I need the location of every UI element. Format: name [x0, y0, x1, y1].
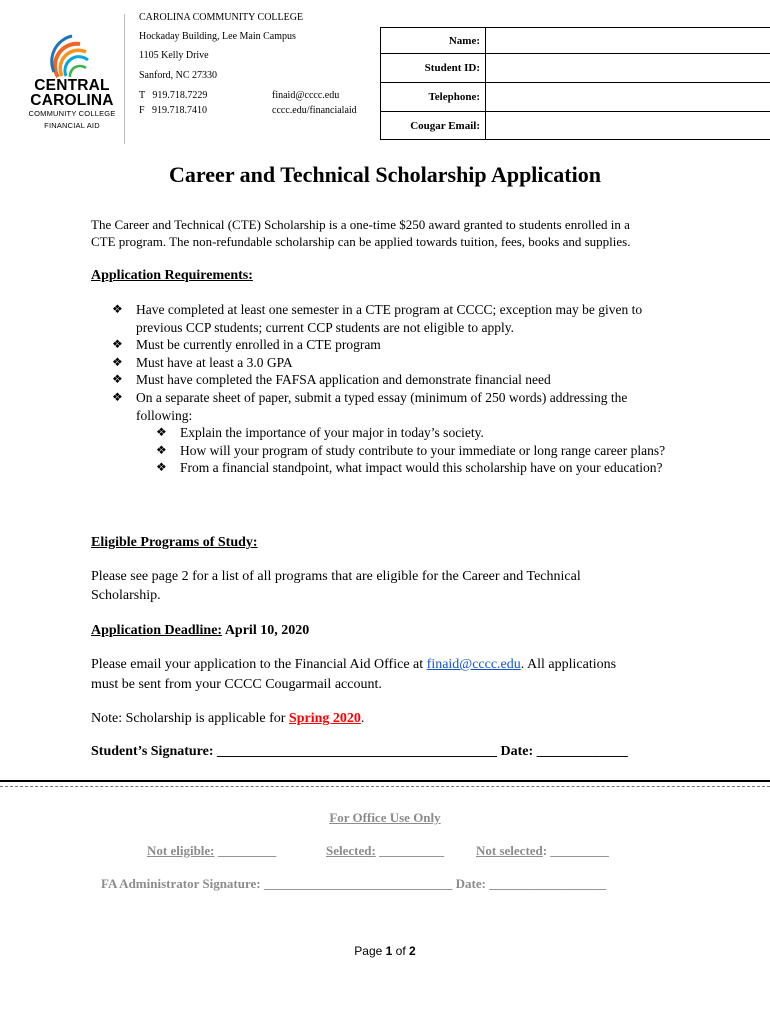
- logo-arc-green: [70, 66, 86, 77]
- header-website: cccc.edu/financialaid: [272, 105, 357, 116]
- diamond-bullet-icon: ❖: [112, 337, 123, 352]
- admin-signature-line[interactable]: _____________________________: [263, 876, 453, 891]
- finaid-email-link[interactable]: finaid@cccc.edu: [426, 657, 521, 672]
- diamond-bullet-icon: ❖: [112, 302, 123, 316]
- list-item: ❖ Must be currently enrolled in a CTE program: [112, 337, 381, 353]
- requirements-list: [112, 301, 672, 477]
- requirements-heading: Application Requirements:: [91, 268, 253, 283]
- list-item: ❖ Explain the importance of your major in today’s society.: [156, 425, 484, 441]
- deadline-date: April 10, 2020: [224, 623, 310, 638]
- student-id-field[interactable]: [486, 54, 770, 83]
- list-item: ❖ On a separate sheet of paper, submit a typed essay (minimum of 250 words) addressing the following:: [112, 389, 628, 423]
- page-number: Page 1 of 2: [354, 944, 416, 958]
- list-item: ❖ Have completed at least one semester in a CTE program at CCCC; exception may be given to previous CCP students; current CCP students are not eligible to apply.: [112, 302, 643, 335]
- logo-line-financial-aid: FINANCIAL AID: [44, 121, 100, 130]
- not-eligible-field: Not eligible: _________: [147, 843, 277, 858]
- logo-wordmark: [22, 78, 122, 130]
- cougar-email-label: Cougar Email:: [381, 112, 486, 140]
- diamond-bullet-icon: ❖: [156, 460, 167, 475]
- section-divider: [0, 780, 770, 782]
- scholarship-note: Note: Scholarship is applicable for Spring 2020.: [91, 711, 365, 726]
- diamond-bullet-icon: ❖: [112, 389, 123, 404]
- email-instruction: Please email your application to the Financial Aid Office at finaid@cccc.edu. All applications: [91, 657, 617, 672]
- header-divider: [124, 14, 125, 144]
- deadline-label: Application Deadline:: [91, 623, 223, 638]
- list-item: ❖ Must have completed the FAFSA application and demonstrate financial need: [112, 372, 551, 388]
- page-title: Career and Technical Scholarship Application: [169, 162, 601, 187]
- intro-line-2: CTE program. The non-refundable scholarship can be applied towards tuition, fees, books and supplies.: [91, 234, 631, 249]
- student-info-table: [380, 27, 770, 140]
- selected-field: Selected: __________: [326, 843, 445, 858]
- programs-heading: Eligible Programs of Study:: [91, 535, 258, 550]
- header-email: finaid@cccc.edu: [272, 90, 340, 101]
- building-address: Hockaday Building, Lee Main Campus: [139, 31, 296, 42]
- college-name: CAROLINA COMMUNITY COLLEGE: [139, 12, 304, 23]
- programs-line-2: Scholarship.: [91, 588, 161, 603]
- email-instruction-line-2: must be sent from your CCCC Cougarmail account.: [91, 677, 382, 692]
- phone-number: T 919.718.7229: [139, 90, 208, 101]
- signature-line[interactable]: ________________________________________: [217, 744, 498, 759]
- street-address: 1105 Kelly Drive: [139, 50, 209, 61]
- city-address: Sanford, NC 27330: [139, 70, 218, 81]
- logo-line-central: CENTRAL: [34, 77, 110, 94]
- fax-number: F 919.718.7410: [139, 105, 208, 116]
- logo-line-community-college: COMMUNITY COLLEGE: [28, 109, 116, 118]
- student-id-label: Student ID:: [381, 54, 486, 83]
- section-divider-dashed: [0, 786, 770, 787]
- admin-signature-row: FA Administrator Signature: _____________________________ Date: __________________: [101, 876, 607, 891]
- diamond-bullet-icon: ❖: [156, 442, 167, 457]
- diamond-bullet-icon: ❖: [156, 425, 167, 440]
- logo-line-carolina: CAROLINA: [30, 92, 114, 109]
- list-item: ❖ From a financial standpoint, what impact would this scholarship have on your education?: [156, 460, 663, 476]
- not-selected-field: Not selected: _________: [476, 843, 609, 858]
- diamond-bullet-icon: ❖: [112, 372, 123, 387]
- list-item: ❖ Must have at least a 3.0 GPA: [112, 354, 293, 370]
- cougar-email-field[interactable]: [486, 112, 770, 140]
- intro-line-1: The Career and Technical (CTE) Scholarship is a one-time $250 award granted to students enrolled in a: [91, 217, 630, 232]
- diamond-bullet-icon: ❖: [112, 354, 123, 369]
- date-line[interactable]: _____________: [536, 744, 628, 759]
- name-label: Name:: [381, 28, 486, 54]
- list-item: ❖ How will your program of study contribute to your immediate or long range career plans?: [156, 442, 666, 458]
- telephone-label: Telephone:: [381, 83, 486, 112]
- term-highlight: Spring 2020: [288, 711, 361, 726]
- name-field[interactable]: [486, 28, 770, 54]
- signature-label: Student’s Signature:: [91, 744, 214, 759]
- telephone-field[interactable]: [486, 83, 770, 112]
- student-signature-row: [91, 744, 628, 760]
- office-use-heading: For Office Use Only: [329, 810, 441, 825]
- programs-line-1: Please see page 2 for a list of all programs that are eligible for the Career and Technical: [91, 569, 581, 584]
- admin-date-line[interactable]: __________________: [489, 876, 607, 891]
- date-label: Date:: [500, 744, 534, 759]
- deadline-row: [91, 623, 309, 639]
